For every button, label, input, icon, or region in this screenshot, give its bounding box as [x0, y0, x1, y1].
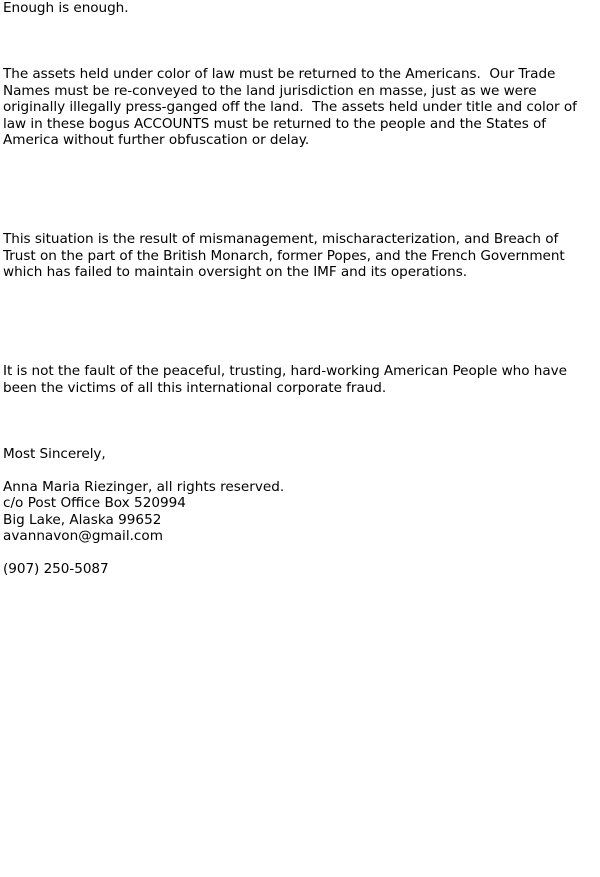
signature-name: Anna Maria Riezinger, all rights reserved. — [3, 478, 285, 495]
text-line: It is not the fault of the peaceful, trusting, hard-working American People who have — [3, 363, 567, 379]
text-line: which has failed to maintain oversight on the IMF and its operations. — [3, 264, 468, 280]
email-address: avannavon@gmail.com — [3, 528, 163, 544]
signature-block — [3, 479, 595, 545]
phone-number: (907) 250-5087 — [3, 561, 109, 577]
text-line: This situation is the result of mismanagement, mischaracterization, and Breach of — [3, 231, 559, 247]
paragraph-assets — [3, 33, 595, 182]
text-line: Names must be re-conveyed to the land jurisdiction en masse, just as we were — [3, 82, 537, 99]
text-line: been the victims of all this international corporate fraud. — [3, 379, 387, 396]
text-line: originally illegally press-ganged off the land. The assets held under title and color of — [3, 99, 577, 115]
address-line: c/o Post Office Box 520994 — [3, 495, 186, 511]
opening-line: Enough is enough. — [3, 0, 129, 16]
address-line: Big Lake, Alaska 99652 — [3, 511, 162, 528]
text-line: law in these bogus ACCOUNTS must be returned to the people and the States of — [3, 115, 547, 132]
text-line: America without further obfuscation or delay. — [3, 132, 310, 148]
paragraph-situation — [3, 198, 595, 314]
paragraph-fault — [3, 330, 595, 429]
letter-body — [3, 0, 595, 594]
text-line: Trust on the part of the British Monarch, former Popes, and the French Government — [3, 247, 565, 264]
closing-line: Most Sincerely, — [3, 445, 106, 462]
text-line: The assets held under color of law must be returned to the Americans. Our Trade — [3, 66, 556, 82]
